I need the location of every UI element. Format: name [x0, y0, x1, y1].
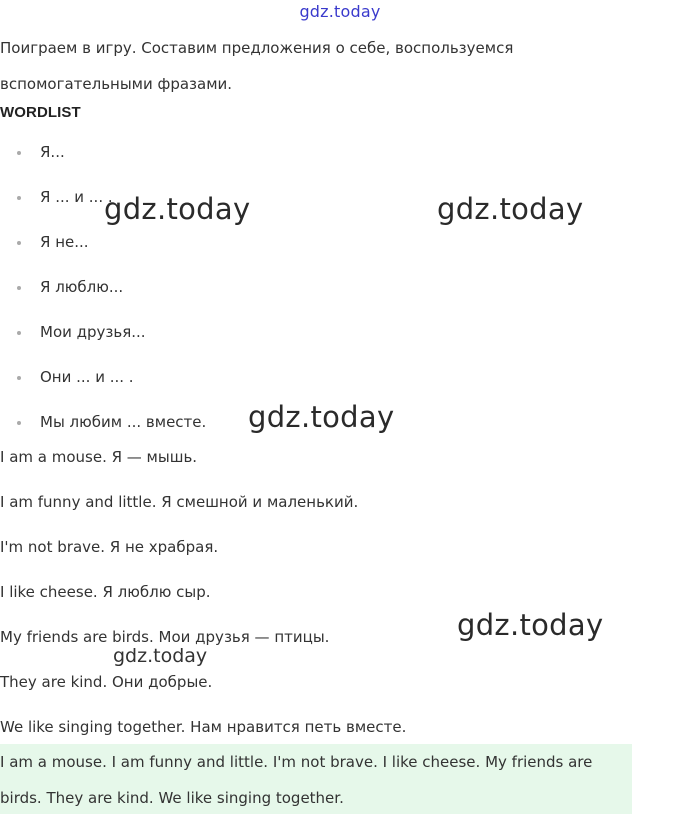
- watermark: gdz.today: [437, 192, 584, 226]
- wordlist-item-text: Я люблю...: [40, 278, 124, 296]
- bullet-icon: [17, 286, 21, 290]
- sentence: My friends are birds. Мои друзья — птицы.: [0, 628, 330, 646]
- top-watermark: gdz.today: [299, 2, 381, 21]
- summary-highlight: I am a mouse. I am funny and little. I'm not brave. I like cheese. My friends are birds. They are kind. We like singing together.: [0, 744, 632, 814]
- intro-text: Поиграем в игру. Составим предложения о себе, воспользуемся вспомогательными фразами.: [0, 39, 514, 93]
- bullet-icon: [17, 196, 21, 200]
- wordlist-item: [0, 355, 206, 400]
- watermark: gdz.today: [457, 608, 604, 642]
- sentence: I am funny and little. Я смешной и маленький.: [0, 493, 359, 511]
- wordlist-item-text: Они ... и ... .: [40, 368, 134, 386]
- sentence: I like cheese. Я люблю сыр.: [0, 583, 211, 601]
- watermark: gdz.today: [248, 400, 395, 434]
- sentence-list: [0, 435, 660, 750]
- wordlist-item-text: Я...: [40, 143, 65, 161]
- wordlist-item-text: Я ... и ... .: [40, 188, 113, 206]
- wordlist-item: [0, 130, 206, 175]
- sentence: We like singing together. Нам нравится петь вместе.: [0, 718, 407, 736]
- sentence: I am a mouse. Я — мышь.: [0, 448, 198, 466]
- bullet-icon: [17, 376, 21, 380]
- bullet-icon: [17, 241, 21, 245]
- wordlist-heading: WORDLIST: [0, 104, 81, 121]
- bullet-icon: [17, 331, 21, 335]
- wordlist-item: [0, 220, 206, 265]
- wordlist-item: [0, 265, 206, 310]
- watermark: gdz.today: [113, 645, 208, 667]
- wordlist-item-text: Мои друзья...: [40, 323, 146, 341]
- wordlist-item-text: Я не...: [40, 233, 89, 251]
- wordlist: [0, 130, 206, 445]
- sentence: I'm not brave. Я не храбрая.: [0, 538, 219, 556]
- bullet-icon: [17, 421, 21, 425]
- bullet-icon: [17, 151, 21, 155]
- sentence: They are kind. Они добрые.: [0, 673, 213, 691]
- wordlist-item: [0, 310, 206, 355]
- watermark: gdz.today: [104, 192, 251, 226]
- wordlist-item-text: Мы любим ... вместе.: [40, 413, 207, 431]
